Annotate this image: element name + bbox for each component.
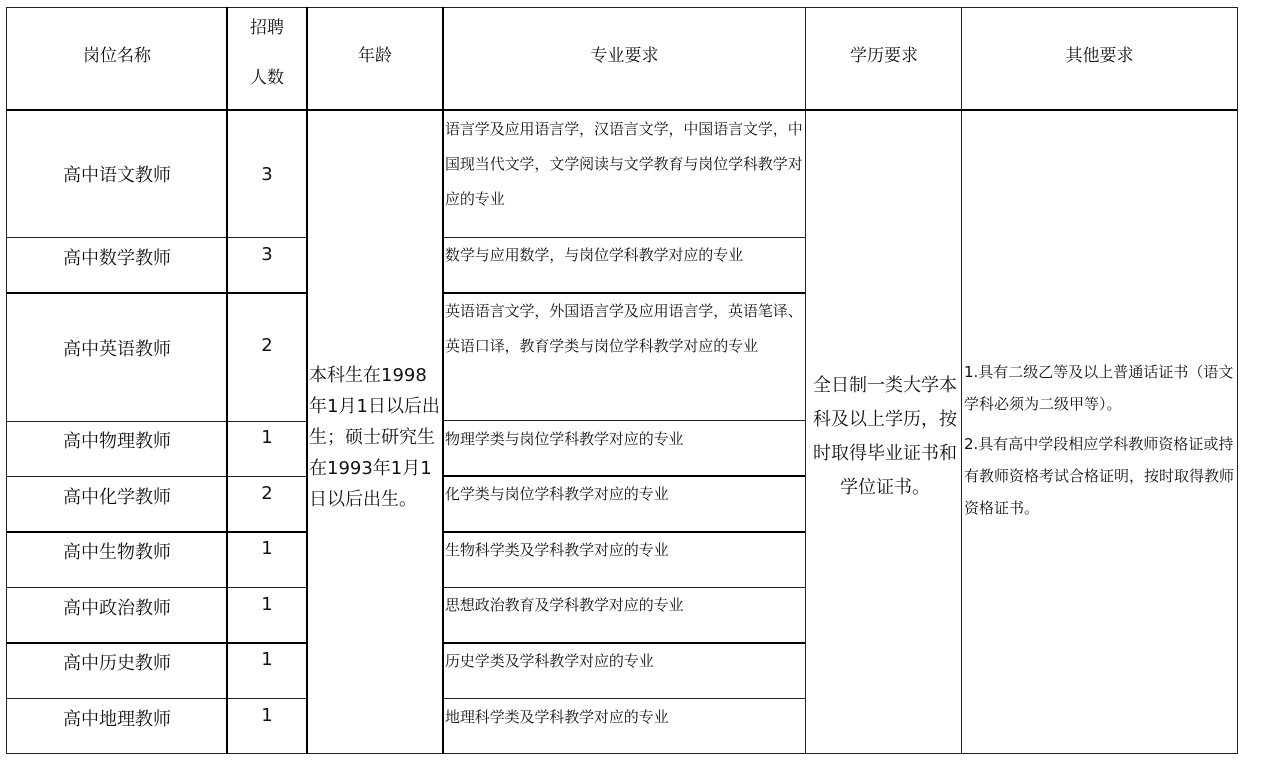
major-divider [443,475,806,477]
row-1-position: 高中语文教师 [63,165,171,186]
row-divider [7,292,307,294]
major-divider [443,237,806,238]
row-divider [7,698,307,699]
border-left [6,7,7,754]
row-3-major: 英语语言文学，外国语言学及应用语言学，英语笔译、英语口译，教育学类与岗位学科教学对应的专业 [445,302,803,355]
col-divider [961,7,962,754]
header-count [227,7,307,110]
col-divider [442,7,444,754]
row-3-position: 高中英语教师 [63,339,171,360]
row-8-major: 历史学类及学科教学对应的专业 [445,652,654,670]
education-requirement: 全日制一类大学本科及以上学历，按时取得毕业证书和学位证书。 [813,375,957,498]
row-divider [7,587,307,588]
header-education: 学历要求 [850,45,918,66]
row-2-major: 数学与应用数学，与岗位学科教学对应的专业 [445,246,744,264]
header-position: 岗位名称 [83,45,151,66]
row-3-count: 2 [261,335,273,356]
row-divider [7,642,307,644]
row-2-count: 3 [261,244,273,265]
header-major: 专业要求 [590,45,659,66]
row-4-position: 高中物理教师 [63,431,171,452]
header-count-line1: 招聘 [250,18,284,38]
major-divider [443,587,806,588]
major-divider [443,292,806,294]
major-divider [443,642,806,644]
header-other: 其他要求 [1065,45,1134,66]
border-header-bottom [7,109,1238,111]
major-divider [443,420,806,421]
row-4-count: 1 [261,427,273,448]
row-1-major: 语言学及应用语言学，汉语言文学，中国语言文学，中国现当代文学，文学阅读与文学教育与岗位学科教学对应的专业 [445,120,803,208]
row-7-count: 1 [261,594,273,615]
row-8-count: 1 [261,649,273,670]
row-9-major: 地理科学类及学科教学对应的专业 [445,708,669,726]
row-divider [7,237,307,238]
other-requirement-1: 1.具有二级乙等及以上普通话证书（语文学科必须为二级甲等）。 [964,363,1234,413]
row-divider [7,421,307,422]
row-7-position: 高中政治教师 [63,598,171,619]
row-5-count: 2 [261,483,273,504]
row-divider [7,531,307,533]
row-9-count: 1 [261,705,273,726]
row-9-position: 高中地理教师 [63,709,171,730]
row-1-count: 3 [261,163,273,185]
row-6-position: 高中生物教师 [63,542,171,563]
border-bottom [7,753,1238,754]
row-8-position: 高中历史教师 [63,653,171,674]
row-4-major: 物理学类与岗位学科教学对应的专业 [445,430,684,448]
header-age: 年龄 [358,45,392,66]
col-divider [226,7,228,754]
row-divider [7,476,307,477]
other-requirement-2: 2.具有高中学段相应学科教师资格证或持有教师资格考试合格证明，按时取得教师资格证书。 [964,435,1235,517]
row-6-major: 生物科学类及学科教学对应的专业 [445,541,669,559]
col-divider [306,7,308,754]
row-7-major: 思想政治教育及学科教学对应的专业 [445,596,684,614]
row-6-count: 1 [261,538,273,559]
row-2-position: 高中数学教师 [63,248,171,269]
header-count-line2: 人数 [250,68,284,88]
other-requirements [962,110,1238,754]
border-top [7,7,1238,8]
row-5-major: 化学类与岗位学科教学对应的专业 [445,485,669,503]
major-divider [443,698,806,699]
row-5-position: 高中化学教师 [63,487,171,508]
major-divider [443,531,806,533]
age-requirement: 本科生在1998年1月1日以后出生；硕士研究生在1993年1月1日以后出生。 [309,364,440,510]
border-right [1237,7,1238,754]
col-divider [805,7,806,754]
